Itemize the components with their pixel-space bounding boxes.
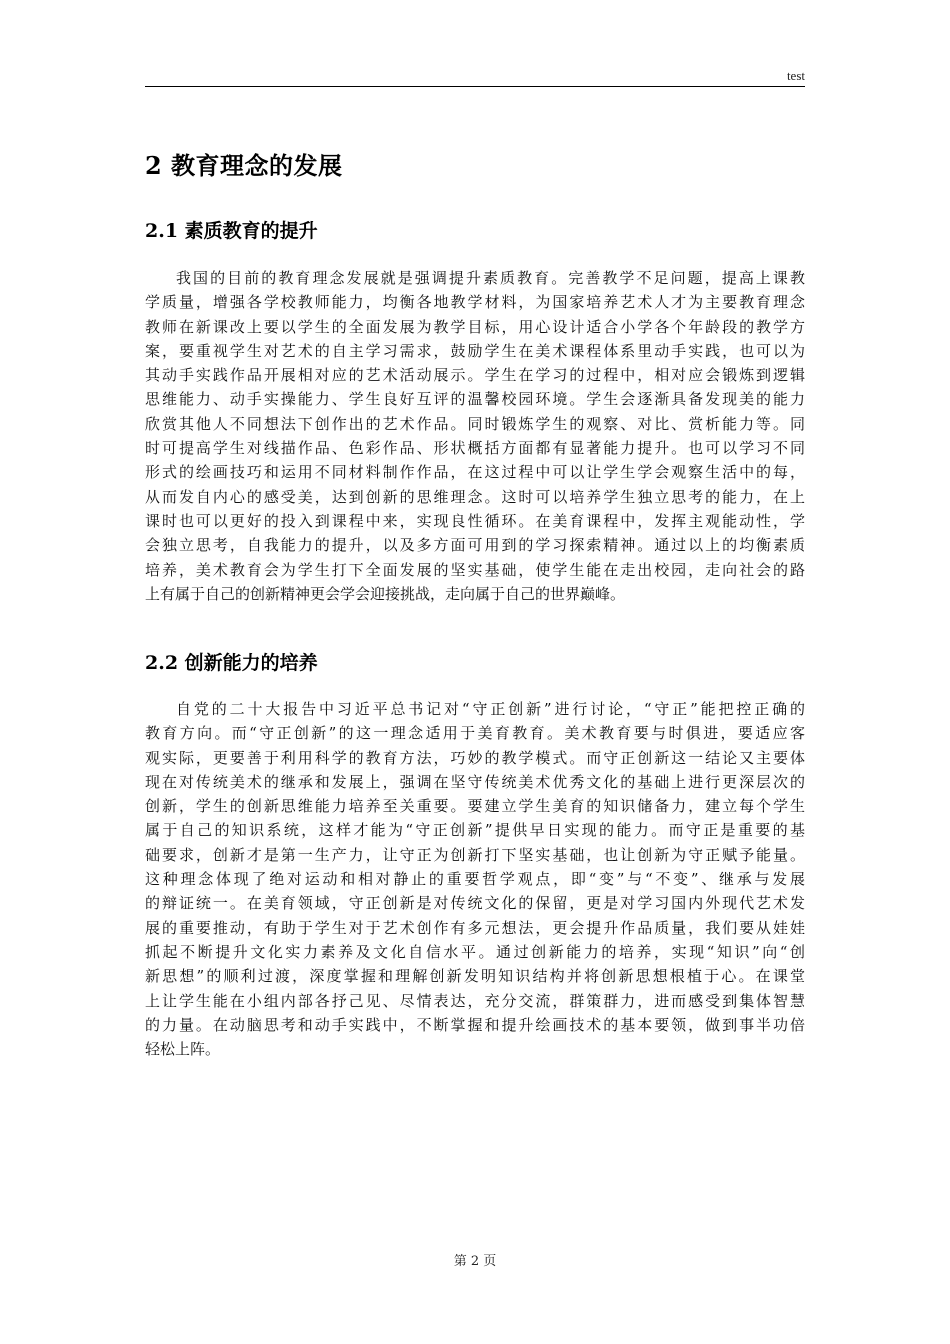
section-title-2-1: 2.1 素质教育的提升 [145, 220, 318, 242]
paragraph-line: 属于自己的知识系统，这样才能为“守正创新”提供早日实现的能力。而守正是重要的基 [145, 821, 805, 840]
paragraph-line: 的力量。在动脑思考和动手实践中，不断掌握和提升绘画技术的基本要领，做到事半功倍 [145, 1015, 805, 1034]
paragraph-line: 上让学生能在小组内部各抒己见、尽情表达，充分交流，群策群力，进而感受到集体智慧 [145, 991, 805, 1010]
paragraph-line: 课时也可以更好的投入到课程中来，实现良性循环。在美育课程中，发挥主观能动性，学 [145, 511, 805, 530]
paragraph-line: 观实际，更要善于利用科学的教育方法，巧妙的教学模式。而守正创新这一结论又主要体 [145, 748, 805, 767]
section-body-2-1 [145, 266, 805, 606]
paragraph-line: 展的重要推动，有助于学生对于艺术创作有多元想法，更会提升作品质量，我们要从娃娃 [145, 918, 805, 937]
paragraph-line: 欣赏其他人不同想法下创作出的艺术作品。同时锻炼学生的观察、对比、赏析能力等。同 [145, 414, 805, 433]
paragraph-line: 培养，美术教育会为学生打下全面发展的坚实基础，使学生能在走出校园，走向社会的路 [145, 560, 805, 579]
section-body-2-2 [145, 697, 805, 1061]
running-header: test [786, 68, 805, 83]
paragraph-line: 从而发自内心的感受美，达到创新的思维理念。这时可以培养学生独立思考的能力，在上 [145, 487, 805, 506]
paragraph-line: 自党的二十大报告中习近平总书记对“守正创新”进行讨论，“守正”能把控正确的 [176, 700, 805, 718]
paragraph-line: 我国的目前的教育理念发展就是强调提升素质教育。完善教学不足问题，提高上课教 [176, 269, 805, 287]
paragraph-line: 案，要重视学生对艺术的自主学习需求，鼓励学生在美术课程体系里动手实践，也可以为 [145, 341, 805, 360]
paragraph-line: 形式的绘画技巧和运用不同材料制作作品，在这过程中可以让学生学会观察生活中的每， [145, 463, 805, 482]
paragraph-line: 时可提高学生对线描作品、色彩作品、形状概括方面都有显著能力提升。也可以学习不同 [145, 439, 805, 458]
paragraph-line: 础要求，创新才是第一生产力，让守正为创新打下坚实基础，也让创新为守正赋予能量。 [145, 845, 805, 864]
paragraph-line: 教师在新课改上要以学生的全面发展为教学目标，用心设计适合小学各个年龄段的教学方 [145, 317, 805, 336]
paragraph-line: 思维能力、动手实操能力、学生良好互评的温馨校园环境。学生会逐渐具备发现美的能力 [145, 390, 805, 409]
paragraph-line: 会独立思考，自我能力的提升，以及多方面可用到的学习探索精神。通过以上的均衡素质 [145, 536, 805, 555]
chapter-title: 2 教育理念的发展 [145, 151, 343, 180]
section-title-2-2: 2.2 创新能力的培养 [145, 652, 318, 674]
paragraph-line: 新思想”的顺利过渡，深度掌握和理解创新发明知识结构并将创新思想根植于心。在课堂 [145, 967, 805, 986]
paragraph-line: 上有属于自己的创新精神更会学会迎接挑战，走向属于自己的世界巅峰。 [145, 584, 626, 603]
paragraph-line: 这种理念体现了绝对运动和相对静止的重要哲学观点，即“变”与“不变”、继承与发展 [145, 870, 805, 889]
paragraph-line: 抓起不断提升文化实力素养及文化自信水平。通过创新能力的培养，实现“知识”向“创 [145, 942, 805, 961]
paragraph-line: 现在对传统美术的继承和发展上，强调在坚守传统美术优秀文化的基础上进行更深层次的 [145, 772, 805, 791]
paragraph-line: 创新，学生的创新思维能力培养至关重要。要建立学生美育的知识储备力，建立每个学生 [145, 797, 805, 816]
page-number: 第 2 页 [453, 1254, 497, 1269]
header-rule [145, 86, 805, 87]
paragraph-line: 轻松上阵。 [145, 1040, 221, 1059]
paragraph-line: 的辩证统一。在美育领域，守正创新是对传统文化的保留，更是对学习国内外现代艺术发 [145, 894, 805, 913]
paragraph-line: 其动手实践作品开展相对应的艺术活动展示。学生在学习的过程中，相对应会锻炼到逻辑 [145, 366, 805, 385]
paragraph-line: 学质量，增强各学校教师能力，均衡各地教学材料，为国家培养艺术人才为主要教育理念 [145, 293, 805, 312]
paragraph-line: 教育方向。而“守正创新”的这一理念适用于美育教育。美术教育要与时俱进，要适应客 [145, 724, 805, 743]
